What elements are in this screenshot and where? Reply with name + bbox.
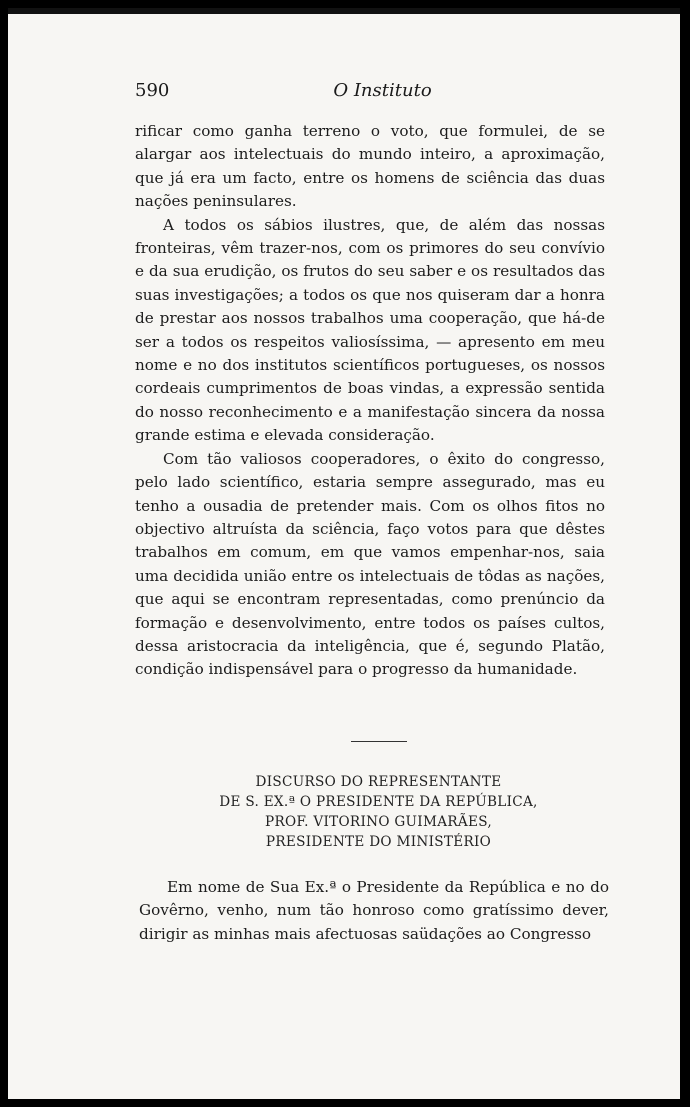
- discourse-heading: [135, 772, 622, 852]
- page-header: [135, 80, 610, 104]
- body-text: [135, 120, 605, 682]
- heading-line: PRESIDENTE DO MINISTÉRIO: [265, 834, 492, 850]
- heading-line: DE S. EX.ª O PRESIDENTE DA REPÚBLICA,: [219, 794, 538, 810]
- speech-text: [139, 876, 609, 946]
- heading-line: DISCURSO DO REPRESENTANTE: [255, 774, 502, 790]
- section-divider: [351, 741, 407, 742]
- running-title: O Instituto: [333, 80, 432, 101]
- page-number: 590: [135, 80, 170, 101]
- heading-line: PROF. VITORINO GUIMARÃES,: [265, 814, 492, 830]
- paragraph: rificar como ganha terreno o voto, que formulei, de se alargar aos intelectuais do mundo inteiro, a aproximação, que já era um facto, entre os homens de sciência das duas nações peninsulares.: [135, 122, 605, 211]
- paragraph: Com tão valiosos cooperadores, o êxito do congresso, pelo lado scientífico, estaria sempre assegurado, mas eu tenho a ousadia de pretender mais. Com os olhos fitos no objectivo altruísta da sciência, faço votos para que dêstes trabalhos em comum, em que vamos empenhar-nos, saia uma decidida união entre os intelectuais de tôdas as nações, que aqui se encontram representadas, como prenúncio da formação e desenvolvimento, entre todos os países cultos, dessa aristocracia da inteligência, que é, segundo Platão, condição indispensável para o progresso da humanidade.: [135, 449, 605, 679]
- book-page: [8, 8, 680, 1099]
- paragraph: Em nome de Sua Ex.ª o Presidente da República e no do Govêrno, venho, num tão honroso como gratíssimo dever, dirigir as minhas mais afectuosas saüdações ao Congresso: [139, 878, 609, 943]
- paragraph: A todos os sábios ilustres, que, de além das nossas fronteiras, vêm trazer-nos, com os primores do seu convívio e da sua erudição, os frutos do seu saber e os resultados das suas investigações; a todos os que nos quiseram dar a honra de prestar aos nossos trabalhos uma cooperação, que há-de ser a todos os respeitos valiosíssima, — apresento em meu nome e no dos institutos scientíficos portugueses, os nossos cordeais cumprimentos de boas vindas, a expressão sentida do nosso reconhecimento e a manifestação sincera da nossa grande estima e elevada consideração.: [135, 215, 605, 445]
